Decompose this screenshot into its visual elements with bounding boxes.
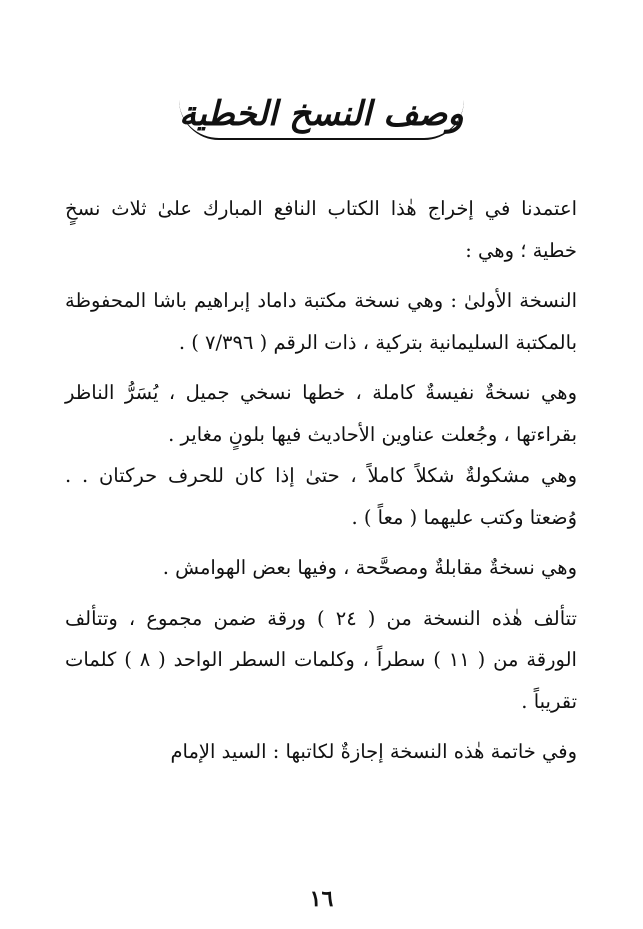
paragraph-gap — [65, 363, 577, 372]
paragraph-gap — [65, 538, 577, 547]
paragraph-gap — [65, 722, 577, 731]
main-text — [65, 188, 577, 773]
paragraph-collation: وهي نسخةٌ مقابلةٌ ومصحَّحة ، وفيها بعض الهوامش . — [162, 556, 577, 579]
heading-container — [0, 92, 643, 140]
paragraph-description: وهي نسخةٌ نفيسةٌ كاملة ، خطها نسخي جميل ، يُسَرُّ الناظر بقراءتها ، وجُعلت عناوين الأحاديث فيها بلونٍ مغاير . — [65, 381, 577, 446]
paragraph-conclusion: وفي خاتمة هٰذه النسخة إجازةٌ لكاتبها : السيد الإمام — [170, 740, 577, 763]
page-title: وصف النسخ الخطية — [179, 92, 464, 140]
paragraph-composition: تتألف هٰذه النسخة من ( ٢٤ ) ورقة ضمن مجموع ، وتتألف الورقة من ( ١١ ) سطراً ، وكلمات السطر الواحد ( ٨ ) كلمات تقريباً . — [65, 606, 577, 713]
paragraph-gap — [65, 589, 577, 598]
paragraph-first-copy: النسخة الأولىٰ : وهي نسخة مكتبة داماد إبراهيم باشا المحفوظة بالمكتبة السليمانية بتركية ، ذات الرقم ( ٧/٣٩٦ ) . — [65, 289, 577, 354]
page-number: ١٦ — [309, 886, 334, 912]
paragraph-gap — [65, 271, 577, 280]
paragraph-vocalization: وهي مشكولةٌ شكلاً كاملاً ، حتىٰ إذا كان للحرف حركتان . . وُضعتا وكتب عليهما ( معاً ) . — [65, 464, 577, 529]
paragraph-intro: اعتمدنا في إخراج هٰذا الكتاب النافع المبارك علىٰ ثلاث نسخٍ خطية ؛ وهي : — [65, 197, 577, 262]
